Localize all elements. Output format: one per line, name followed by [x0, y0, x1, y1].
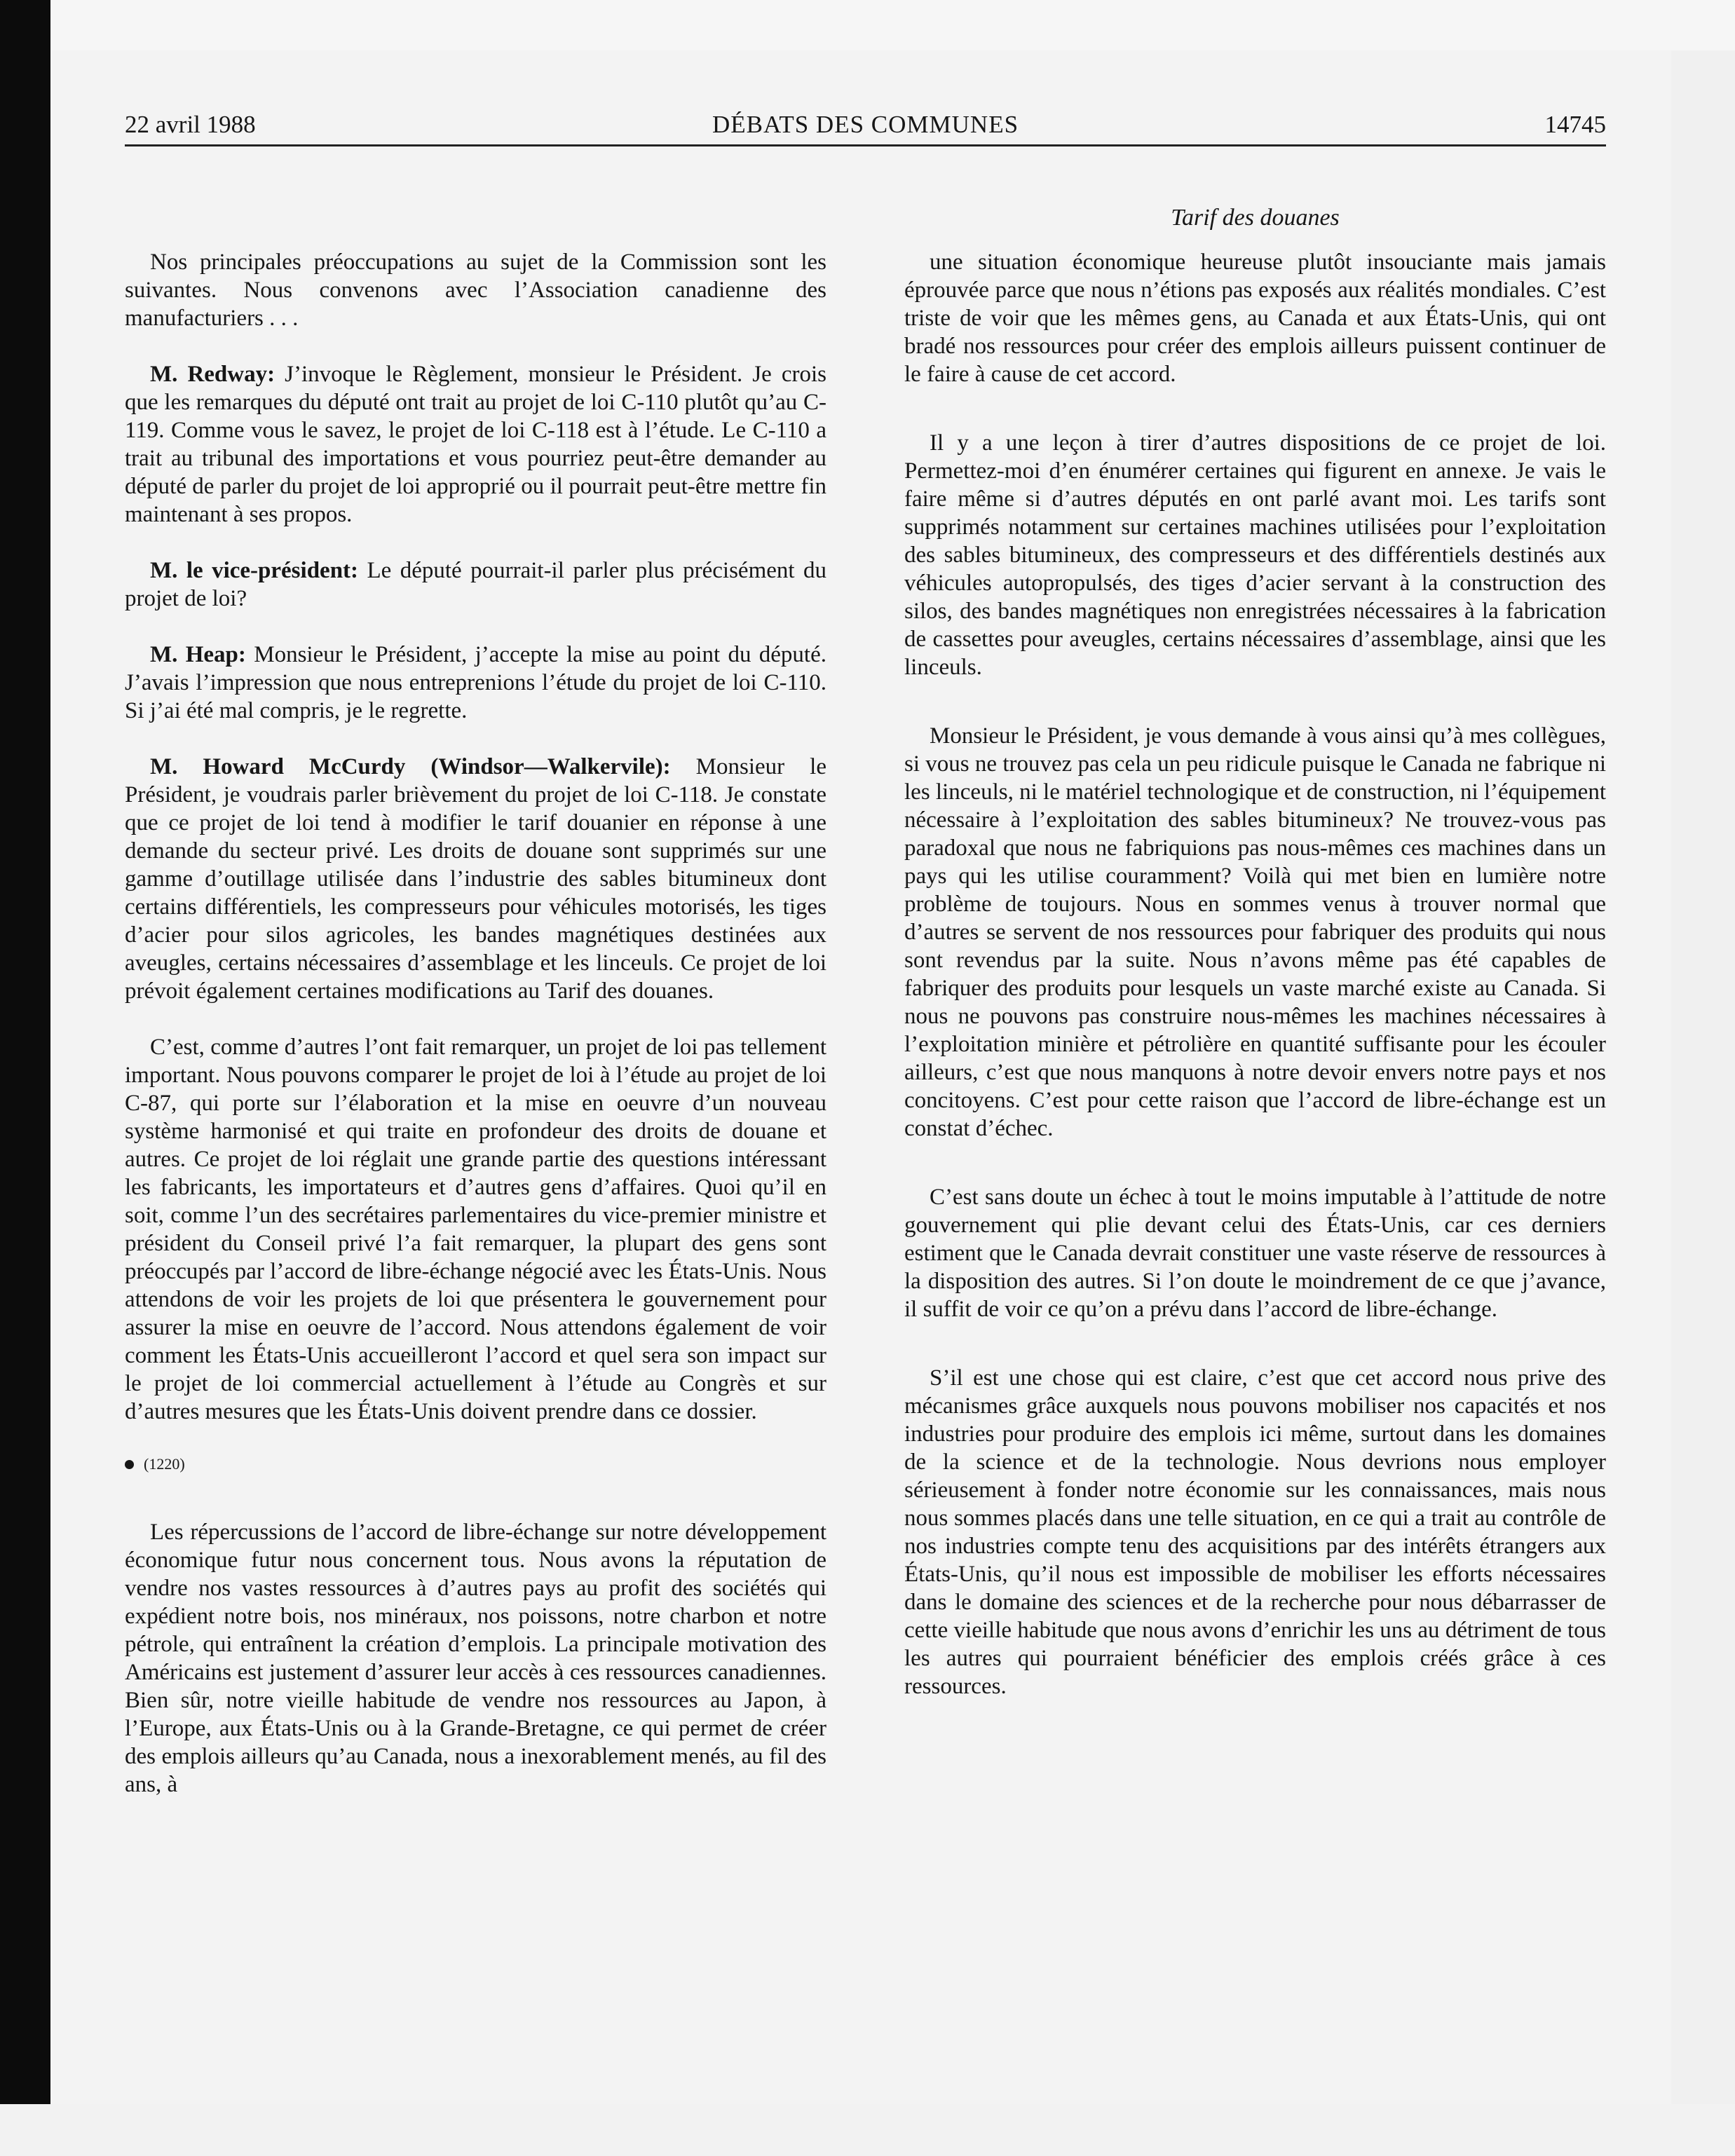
paragraph: C’est, comme d’autres l’ont fait remarquer, un projet de loi pas tellement important. Nous pouvons comparer le projet de loi à l’étude au projet de loi C-87, qui porte sur l’élaboration et la mise en oeuvre d’un nouveau système harmonisé et qui traite en profondeur des droits de douane et autres. Ce projet de loi réglait une grande partie des questions intéressant les fabricants, les importateurs et d’autres gens d’affaires. Quoi qu’il en soit, comme l’un des secrétaires parlementaires du vice-premier ministre et président du Conseil privé l’a fait remarquer, la plupart des gens sont préoccupés par l’accord de libre-échange négocié avec les États-Unis. Nous attendons de voir les projets de loi que présentera le gouvernement pour assurer la mise en oeuvre de l’accord. Nous attendons également de voir comment les États-Unis accueilleront l’accord et quel sera son impact sur le projet de loi commercial actuellement à l’étude au Congrès et sur d’autres mesures que les États-Unis doivent prendre dans ce dossier.: [125, 1035, 826, 1424]
header-page-number: 14745: [1544, 111, 1606, 138]
section-subtitle: Tarif des douanes: [1171, 205, 1340, 231]
speaker-name: M. le vice-président:: [150, 558, 359, 583]
header-date: 22 avril 1988: [125, 111, 256, 138]
paragraph: Nos principales préoccupations au sujet de la Commission sont les suivantes. Nous convenons avec l’Association canadienne des manufacturiers . . .: [125, 250, 826, 331]
left-column: [125, 248, 826, 1827]
paragraph: Il y a une leçon à tirer d’autres dispositions de ce projet de loi. Permettez-moi d’en énumérer certaines qui figurent en annexe. Je vais le faire même si d’autres députés en ont parlé avant moi. Les tarifs sont supprimés notamment sur certaines machines utilisées pour l’exploitation des sables bitumineux, des compresseurs et des différentiels destinés aux véhicules autopropulsés, des tiges d’acier servant à la construction des silos, des bandes magnétiques non enregistrées nécessaires à la fabrication de cassettes pour aveugles, certains nécessaires d’assemblage, ainsi que les linceuls.: [904, 430, 1606, 680]
speech-text: Monsieur le Président, j’accepte la mise au point du député. J’avais l’impression que nous entreprenions l’étude du projet de loi C-110. Si j’ai été mal compris, je le regrette.: [125, 642, 826, 723]
speech-text: Le député pourrait-il parler plus précisément du projet de loi?: [125, 558, 827, 611]
scan-border-right: [1671, 50, 1735, 2156]
time-marker: [125, 1454, 826, 1475]
header-title: DÉBATS DES COMMUNES: [712, 111, 1019, 138]
paragraph: [125, 557, 826, 613]
paragraph: C’est sans doute un échec à tout le moins imputable à l’attitude de notre gouvernement qui plie devant celui des États-Unis, car ces derniers estiment que le Canada devrait constituer une vaste réserve de ressources à la disposition des autres. Si l’on doute le moindrement de ce que j’avance, il suffit de voir ce qu’on a prévu dans l’accord de libre-échange.: [904, 1185, 1606, 1322]
paragraph: [125, 641, 826, 725]
paragraph: [125, 360, 826, 528]
bullet-icon: [125, 1460, 134, 1469]
speech-text: Monsieur le Président, je voudrais parler brièvement du projet de loi C-118. Je constate que ce projet de loi tend à modifier le tarif douanier en réponse à une demande du secteur privé. Les droits de douane sont supprimés sur une gamme d’outillage utilisée dans l’industrie des sables bitumineux dont certains différentiels, les compresseurs pour véhicules motorisés, les tiges d’acier pour silos agricoles, les bandes magnétiques destinées aux aveugles, certains nécessaires d’assemblage et les linceuls. Ce projet de loi prévoit également certaines modifications au Tarif des douanes.: [125, 754, 826, 1004]
scan-border-top: [0, 0, 1735, 50]
speaker-name: M. Heap:: [150, 642, 246, 667]
paragraph: une situation économique heureuse plutôt insouciante mais jamais éprouvée parce que nous n’étions pas exposés aux réalités mondiales. C’est triste de voir que les mêmes gens, au Canada et aux États-Unis, qui ont bradé nos ressources pour créer des emplois ailleurs puissent continuer de le faire à cause de cet accord.: [904, 250, 1606, 387]
speaker-name: M. Howard McCurdy (Windsor—Walkervile):: [150, 754, 671, 779]
paragraph: Les répercussions de l’accord de libre-échange sur notre développement économique futur nous concernent tous. Nous avons la réputation de vendre nos vastes ressources à d’autres pays au profit des sociétés qui expédient notre bois, nos minéraux, nos poissons, notre charbon et notre pétrole, qui entraînent la création d’emplois. La principale motivation des Américains est justement d’assurer leur accès à ces ressources canadiennes. Bien sûr, notre vieille habitude de vendre nos ressources au Japon, à l’Europe, aux États-Unis ou à la Grande-Bretagne, ce qui permet de créer des emplois ailleurs qu’au Canada, nous a inexorablement menés, au fil des ans, à: [125, 1520, 826, 1797]
paragraph: Monsieur le Président, je vous demande à vous ainsi qu’à mes collègues, si vous ne trouvez pas cela un peu ridicule puisque le Canada ne fabrique ni les linceuls, ni le matériel technologique et de construction, ni l’équipement nécessaire à l’exploitation des sables bitumineux? Ne trouvez-vous pas paradoxal que nous ne fabriquions pas nous-mêmes ces machines dans un pays qui les utilise couramment? Voilà qui met bien en lumière notre problème de toujours. Nous en sommes venus à trouver normal que d’autres se servent de nos ressources pour fabriquer des produits qui nous sont revendus par la suite. Nous n’avons même pas été capables de fabriquer des produits pour lesquels un vaste marché existe au Canada. Si nous ne pouvons pas construire nous-mêmes les machines nécessaires à l’exploitation minière et pétrolière en quantité suffisante pour les écouler ailleurs, c’est que nous manquons à notre devoir envers notre pays et nos concitoyens. C’est pour cette raison que l’accord de libre-échange est un constat d’échec.: [904, 723, 1606, 1141]
speech-text: J’invoque le Règlement, monsieur le Président. Je crois que les remarques du député ont trait au projet de loi C-110 plutôt qu’au C-119. Comme vous le savez, le projet de loi C-118 est à l’étude. Le C-110 a trait au tribunal des importations et vous pourriez peut-être demander au député de parler du projet de loi approprié ou il pourrait peut-être mettre fin maintenant à ses propos.: [125, 362, 826, 527]
page-header: [125, 105, 1606, 146]
scan-border-bottom: [0, 2104, 1735, 2156]
speaker-name: M. Redway:: [150, 362, 275, 387]
scan-border-left: [0, 0, 50, 2156]
right-column: [904, 248, 1606, 1728]
paragraph: [125, 753, 826, 1005]
time-marker-text: (1220): [144, 1455, 185, 1473]
paragraph: S’il est une chose qui est claire, c’est que cet accord nous prive des mécanismes grâce auxquels nous pouvons mobiliser nos capacités et nos industries pour produire des emplois ici même, surtout dans les domaines de la science et de la technologie. Nous devrions nous employer sérieusement à fonder notre économie sur les connaissances, mais nous nous sommes placés dans une telle situation, en ce qui a trait au contrôle de nos industries compte tenu des acquisitions par des intérêts étrangers aux États-Unis, qu’il nous est impossible de mobiliser les efforts nécessaires dans le domaine des sciences et de la recherche pour nous débarrasser de cette vieille habitude que nous avons d’enrichir les uns au détriment de tous les autres qui pourraient bénéficier des emplois créés grâce à ces ressources.: [904, 1365, 1606, 1699]
